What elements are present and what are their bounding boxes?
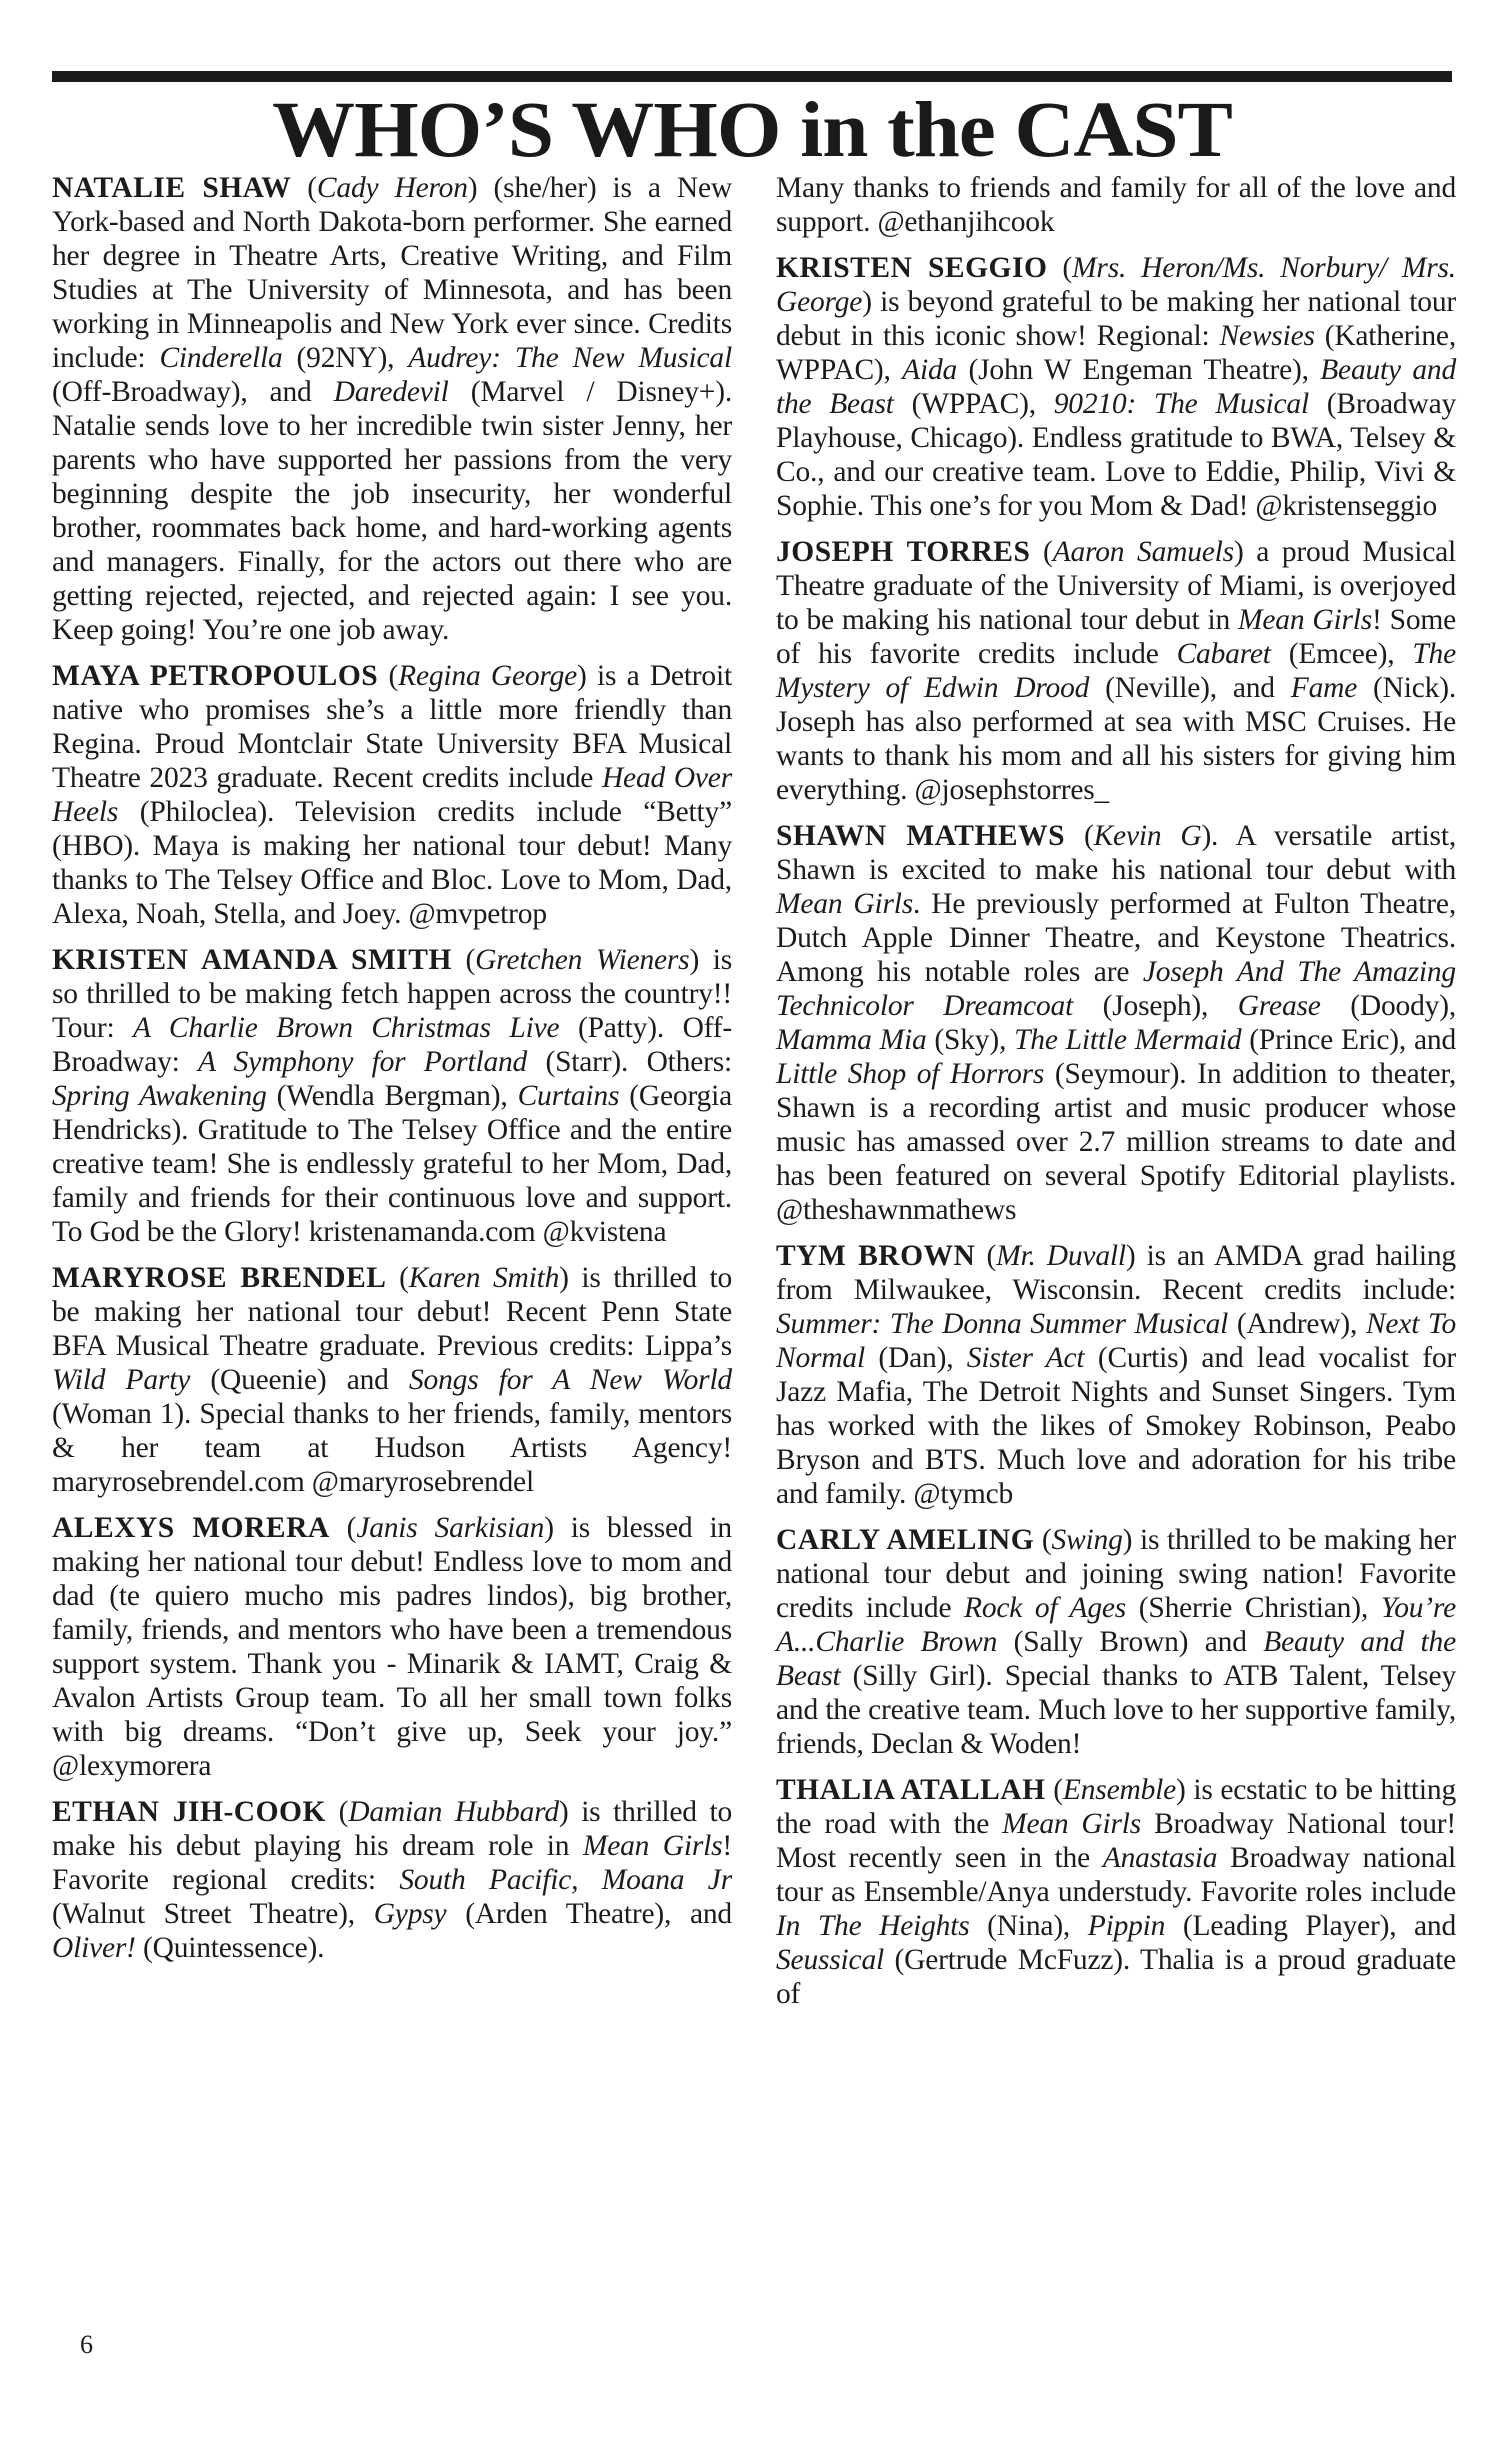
bio-text: Broadway National tour! Most recently seen in the: [776, 1808, 1457, 1874]
bio-text: ) is ecstatic to be hitting the road with the: [776, 1774, 1456, 1840]
italic-credit: Spring Awakening: [52, 1080, 267, 1112]
cast-name: MARYROSE BRENDEL: [52, 1262, 387, 1294]
cast-name: CARLY AMELING: [776, 1524, 1035, 1556]
italic-credit: Regina George: [398, 660, 578, 692]
bio-text: (Dan),: [864, 1342, 967, 1374]
bio-text: Broadway national tour as Ensemble/Anya understudy. Favorite roles include: [776, 1842, 1456, 1908]
bio-text: ) is a Detroit native who promises she’s a little more friendly than Regina. Proud Montclair State University BFA Musical Theatre 2023 graduate. Recent credits include: [52, 660, 732, 794]
italic-credit: Swing: [1051, 1524, 1123, 1556]
italic-credit: In The Heights: [776, 1910, 970, 1942]
italic-credit: Pippin: [1087, 1910, 1166, 1942]
italic-credit: 90210: The Musical: [1053, 388, 1309, 420]
cast-name: KRISTEN SEGGIO: [776, 252, 1048, 284]
bio-text: (: [1030, 536, 1053, 568]
bio-text: ) is blessed in making her national tour debut! Endless love to mom and dad (te quiero mucho mis padres lindos), big brother, family, friends, and mentors who have been a tremendous support system. Thank you - Minarik & IAMT, Craig & Avalon Artists Group team. To all her small town folks with big dreams. “Don’t give up, Seek your joy.” @lexymorera: [52, 1512, 732, 1782]
italic-credit: South Pacific, Moana Jr: [399, 1864, 732, 1896]
bio-text: (Georgia Hendricks). Gratitude to The Telsey Office and the entire creative team! She is endlessly grateful to her Mom, Dad, family and friends for their continuous love and support. To God be the Glory! kristenamanda.com @kvistena: [52, 1080, 732, 1248]
bio-text: (: [378, 660, 399, 692]
cast-bio: [52, 1795, 732, 1965]
italic-credit: Sister Act: [966, 1342, 1085, 1374]
italic-credit: The Mystery of Edwin Drood: [776, 638, 1456, 704]
italic-credit: A Symphony for Portland: [198, 1046, 528, 1078]
italic-credit: Audrey: The New Musical: [408, 342, 732, 374]
italic-credit: Fame: [1290, 672, 1358, 704]
bio-text: ). A versatile artist, Shawn is excited to make his national tour debut with: [776, 820, 1456, 886]
bio-text: ! Favorite regional credits:: [52, 1830, 732, 1896]
bio-text: (92NY),: [282, 342, 409, 374]
bio-text: . He previously performed at Fulton Theatre, Dutch Apple Dinner Theatre, and Keystone Theatrics. Among his notable roles are: [776, 888, 1456, 988]
italic-credit: Newsies: [1219, 320, 1315, 352]
bio-text: (Joseph),: [1073, 990, 1238, 1022]
italic-credit: Mamma Mia: [776, 1024, 927, 1056]
cast-bio: [52, 1261, 732, 1499]
bio-text: ) is beyond grateful to be making her national tour debut in this iconic show! Regional:: [776, 286, 1456, 352]
bio-text: (WPPAC),: [893, 388, 1054, 420]
cast-name: THALIA ATALLAH: [776, 1774, 1046, 1806]
italic-credit: Head Over Heels: [52, 762, 732, 828]
italic-credit: Oliver!: [52, 1932, 136, 1964]
italic-credit: Joseph And The Amazing Technicolor Dreamcoat: [776, 956, 1456, 1022]
italic-credit: Mean Girls: [1002, 1808, 1142, 1840]
italic-credit: Cabaret: [1176, 638, 1271, 670]
italic-credit: Cinderella: [159, 342, 283, 374]
italic-credit: A Charlie Brown Christmas Live: [133, 1012, 560, 1044]
bio-text: (Emcee),: [1270, 638, 1413, 670]
cast-name: ALEXYS MORERA: [52, 1512, 330, 1544]
cast-bio: [776, 171, 1456, 239]
italic-credit: Gypsy: [373, 1898, 447, 1930]
bio-text: ) is thrilled to make his debut playing his dream role in: [52, 1796, 732, 1862]
cast-bio: [776, 535, 1456, 807]
italic-credit: Kevin G: [1093, 820, 1202, 852]
bio-text: (Woman 1). Special thanks to her friends, family, mentors & her team at Hudson Artists Agency! maryrosebrendel.com @maryrosebrendel: [52, 1398, 732, 1498]
bio-text: (Walnut Street Theatre),: [52, 1898, 374, 1930]
bio-text: (Nina),: [969, 1910, 1088, 1942]
bio-text: ! Some of his favorite credits include: [776, 604, 1457, 670]
italic-credit: Grease: [1237, 990, 1321, 1022]
italic-credit: Anastasia: [1102, 1842, 1218, 1874]
italic-credit: Damian Hubbard: [348, 1796, 559, 1828]
italic-credit: Mean Girls: [582, 1830, 723, 1862]
italic-credit: Beauty and the Beast: [776, 354, 1457, 420]
page-number: 6: [80, 2330, 93, 2359]
bio-text: (Starr). Others:: [527, 1046, 733, 1078]
bio-text: (Queenie) and: [190, 1364, 409, 1396]
bio-text: ) a proud Musical Theatre graduate of the University of Miami, is overjoyed to be making his national tour debut in: [776, 536, 1456, 636]
italic-credit: Janis Sarkisian: [356, 1512, 545, 1544]
bio-text: (John W Engeman Theatre),: [957, 354, 1321, 386]
cast-name: MAYA PETROPOULOS: [52, 660, 379, 692]
bio-text: (: [1034, 1524, 1052, 1556]
bio-text: (Gertrude McFuzz). Thalia is a proud graduate of: [776, 1944, 1456, 2010]
italic-credit: Summer: The Donna Summer Musical: [776, 1308, 1229, 1340]
bio-text: (: [1047, 252, 1073, 284]
cast-name: ETHAN JIH-COOK: [52, 1796, 326, 1828]
italic-credit: Next To Normal: [776, 1308, 1456, 1374]
bio-text: ) is thrilled to be making her national tour debut and joining swing nation! Favorite credits include: [776, 1524, 1456, 1624]
bio-text: (Andrew),: [1228, 1308, 1366, 1340]
bio-text: (: [291, 172, 317, 204]
italic-credit: Daredevil: [333, 376, 449, 408]
bio-text: ) is so thrilled to be making fetch happen across the country!! Tour:: [52, 944, 732, 1044]
italic-credit: Aida: [902, 354, 958, 386]
right-column: [776, 171, 1456, 2023]
italic-credit: Curtains: [517, 1080, 620, 1112]
bio-text: (Doody),: [1320, 990, 1456, 1022]
italic-credit: Mean Girls: [776, 888, 914, 920]
page-title: WHO’S WHO in the CAST: [272, 85, 1232, 174]
bio-text: (Nick). Joseph has also performed at sea with MSC Cruises. He wants to thank his mom and all his sisters for giving him everything. @josephstorres_: [776, 672, 1456, 806]
italic-credit: Mr. Duvall: [996, 1240, 1126, 1272]
bio-text: (Prince Eric), and: [1241, 1024, 1457, 1056]
left-column: [52, 171, 732, 1977]
italic-credit: Rock of Ages: [964, 1592, 1127, 1624]
italic-credit: Wild Party: [52, 1364, 191, 1396]
italic-credit: Ensemble: [1062, 1774, 1177, 1806]
bio-text: Many thanks to friends and family for all of the love and support. @ethanjihcook: [776, 172, 1456, 238]
bio-text: (Sherrie Christian): [1126, 1592, 1361, 1624]
italic-credit: Mean Girls: [1238, 604, 1373, 636]
italic-credit: , You’re A...Charlie Brown: [776, 1592, 1456, 1658]
cast-name: JOSEPH TORRES: [776, 536, 1031, 568]
bio-text: ) is an AMDA grad hailing from Milwaukee, Wisconsin. Recent credits include:: [776, 1240, 1456, 1306]
cast-bio: [776, 1239, 1456, 1511]
top-rule: [52, 71, 1452, 82]
cast-name: NATALIE SHAW: [52, 172, 292, 204]
italic-credit: Karen Smith: [408, 1262, 560, 1294]
italic-credit: Aaron Samuels: [1052, 536, 1234, 568]
bio-text: (: [386, 1262, 409, 1294]
bio-text: (: [451, 944, 476, 976]
bio-text: (Arden Theatre), and: [446, 1898, 732, 1930]
bio-text: (Broadway Playhouse, Chicago). Endless gratitude to BWA, Telsey & Co., and our creative team. Love to Eddie, Philip, Vivi & Sophie. This one’s for you Mom & Dad! @kristenseggio: [776, 388, 1457, 522]
bio-text: (Quintessence).: [135, 1932, 325, 1964]
cast-name: TYM BROWN: [776, 1240, 976, 1272]
italic-credit: Little Shop of Horrors: [776, 1058, 1045, 1090]
bio-text: (Philoclea). Television credits include “Betty” (HBO). Maya is making her national tour debut! Many thanks to The Telsey Office and Bloc. Love to Mom, Dad, Alexa, Noah, Stella, and Joey. @mvpetrop: [52, 796, 732, 930]
bio-text: (Sally Brown) and: [997, 1626, 1264, 1658]
bio-text: (Wendla Bergman),: [266, 1080, 518, 1112]
cast-bio: [776, 819, 1456, 1227]
italic-credit: Cady Heron: [316, 172, 468, 204]
bio-text: (Neville), and: [1089, 672, 1291, 704]
cast-bio: [52, 943, 732, 1249]
italic-credit: Mrs. Heron/Ms. Norbury/ Mrs. George: [776, 252, 1456, 318]
bio-text: (Curtis) and lead vocalist for Jazz Mafia, The Detroit Nights and Sunset Singers. Tym has worked with the likes of Smokey Robinson, Peabo Bryson and BTS. Much love and adoration for his tribe and family. @tymcb: [776, 1342, 1456, 1510]
italic-credit: Seussical: [776, 1944, 884, 1976]
cast-name: SHAWN MATHEWS: [776, 820, 1065, 852]
italic-credit: Gretchen Wieners: [475, 944, 690, 976]
bio-text: (Sky): [926, 1024, 999, 1056]
bio-text: (: [1045, 1774, 1063, 1806]
bio-text: (Marvel / Disney+). Natalie sends love to her incredible twin sister Jenny, her parents who have supported her passions from the very beginning despite the job insecurity, her wonderful brother, roommates back home, and hard-working agents and managers. Finally, for the actors out there who are getting rejected, rejected, and rejected again: I see you. Keep going! You’re one job away.: [52, 376, 732, 646]
italic-credit: Beauty and the Beast: [776, 1626, 1456, 1692]
cast-bio: [776, 1773, 1456, 2011]
cast-bio: [776, 1523, 1456, 1761]
bio-text: ) is thrilled to be making her national tour debut! Recent Penn State BFA Musical Theatre graduate. Previous credits: Lippa’s: [52, 1262, 732, 1362]
bio-text: (Patty). Off-Broadway:: [52, 1012, 733, 1078]
italic-credit: , The Little Mermaid: [998, 1024, 1242, 1056]
bio-text: (Leading Player), and: [1165, 1910, 1457, 1942]
italic-credit: Songs for A New World: [409, 1364, 732, 1396]
bio-text: (: [329, 1512, 357, 1544]
bio-text: (Off-Broadway), and: [52, 376, 334, 408]
bio-text: (Silly Girl). Special thanks to ATB Talent, Telsey and the creative team. Much love to her supportive family, friends, Declan & Woden!: [776, 1660, 1456, 1760]
cast-name: KRISTEN AMANDA SMITH: [52, 944, 452, 976]
bio-text: (Katherine, WPPAC),: [776, 320, 1456, 386]
bio-text: (Seymour). In addition to theater, Shawn is a recording artist and music producer whose music has amassed over 2.7 million streams to date and has been featured on several Spotify Editorial playlists. @theshawnmathews: [776, 1058, 1456, 1226]
cast-bio: [52, 1511, 732, 1783]
bio-text: (: [1065, 820, 1094, 852]
bio-text: (: [325, 1796, 349, 1828]
bio-text: (: [975, 1240, 997, 1272]
bio-text: ) (she/her) is a New York-based and North Dakota-born performer. She earned her degree in Theatre Arts, Creative Writing, and Film Studies at The University of Minnesota, and has been working in Minneapolis and New York ever since. Credits include:: [52, 172, 732, 374]
cast-bio: [776, 251, 1456, 523]
cast-bio: [52, 171, 732, 647]
cast-bio: [52, 659, 732, 931]
